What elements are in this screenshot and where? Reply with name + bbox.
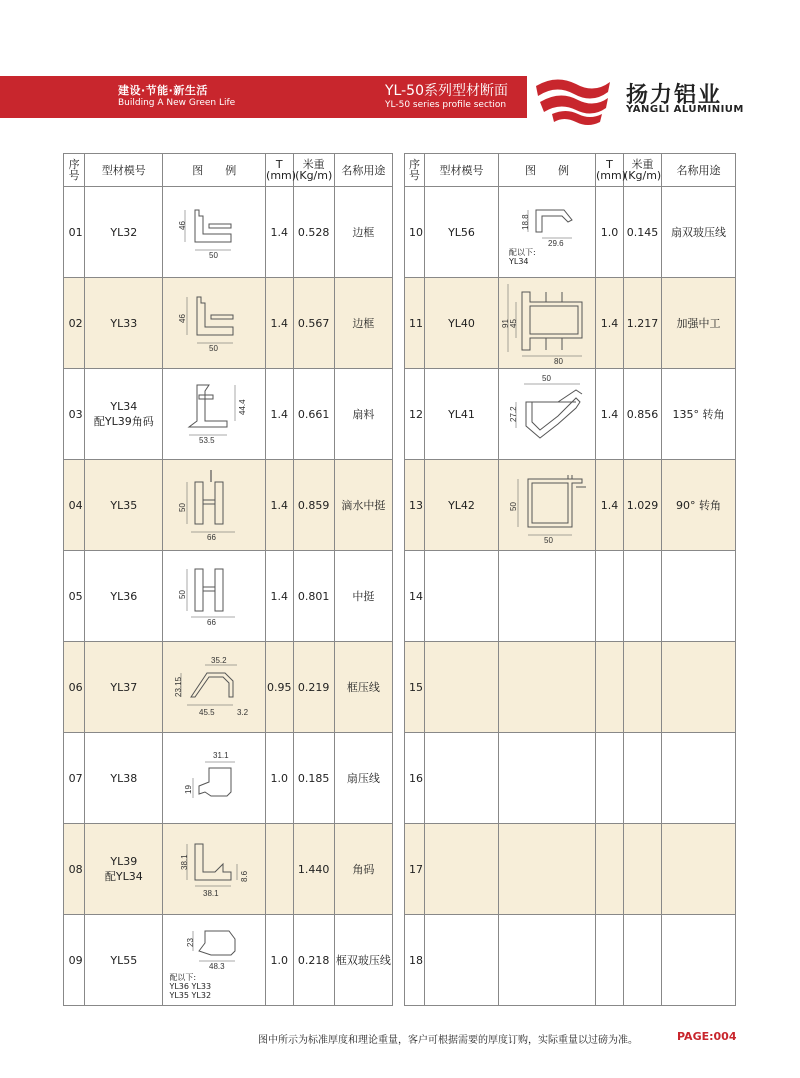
row-model: YL32 — [85, 187, 163, 278]
row-usage: 框压线 — [334, 642, 392, 733]
table-header-row — [405, 154, 736, 187]
row-model: YL36 — [85, 551, 163, 642]
table-row — [64, 824, 393, 915]
row-usage: 扇料 — [334, 369, 392, 460]
row-seq: 12 — [405, 369, 425, 460]
row-seq: 17 — [405, 824, 425, 915]
profile-drawing — [163, 824, 266, 915]
row-model — [425, 551, 499, 642]
table-row — [405, 824, 736, 915]
profile-drawing — [163, 187, 266, 278]
row-usage: 加强中工 — [662, 278, 736, 369]
row-weight: 0.218 — [293, 915, 334, 1006]
row-seq: 09 — [64, 915, 85, 1006]
row-thickness: 1.4 — [266, 551, 294, 642]
row-weight: 1.029 — [624, 460, 662, 551]
svg-text:23.15: 23.15 — [174, 676, 184, 697]
footer-note: 图中所示为标准厚度和理论重量，客户可根据需要的厚度订购，实际重量以过磅为准。 — [258, 1035, 638, 1046]
row-model: YL42 — [425, 460, 499, 551]
row-seq: 05 — [64, 551, 85, 642]
svg-text:18.8: 18.8 — [521, 214, 530, 230]
profile-drawing — [499, 551, 596, 642]
svg-text:19: 19 — [184, 785, 194, 794]
row-model: YL55 — [85, 915, 163, 1006]
row-thickness: 1.4 — [266, 278, 294, 369]
profile-drawing — [163, 733, 266, 824]
svg-text:50: 50 — [209, 344, 219, 353]
profile-drawing — [499, 187, 596, 278]
table-row — [405, 551, 736, 642]
row-weight — [624, 915, 662, 1006]
table-row — [405, 915, 736, 1006]
col-figure: 图 例 — [499, 154, 596, 187]
row-thickness: 0.95 — [266, 642, 294, 733]
svg-text:23: 23 — [186, 937, 196, 947]
profile-drawing — [499, 278, 596, 369]
row-weight: 0.859 — [293, 460, 334, 551]
profile-drawing — [499, 733, 596, 824]
row-seq: 07 — [64, 733, 85, 824]
svg-text:46: 46 — [178, 221, 188, 230]
row-thickness: 1.0 — [266, 733, 294, 824]
row-usage: 框双玻压线 — [334, 915, 392, 1006]
row-thickness — [596, 642, 624, 733]
svg-text:50: 50 — [209, 251, 219, 260]
page-subtitle: YL-50 series profile section — [385, 100, 507, 110]
row-thickness: 1.4 — [266, 187, 294, 278]
page-number: PAGE:004 — [677, 1030, 737, 1043]
svg-text:80: 80 — [554, 357, 563, 366]
table-row — [64, 369, 393, 460]
profile-drawing — [163, 278, 266, 369]
svg-text:50: 50 — [509, 502, 518, 511]
profile-drawing — [163, 642, 266, 733]
profile-drawing — [499, 460, 596, 551]
brand-name-en: YANGLI ALUMINIUM — [626, 104, 744, 115]
col-usage: 名称用途 — [662, 154, 736, 187]
row-model — [425, 915, 499, 1006]
brand-logo-icon — [532, 72, 612, 128]
col-t: T (mm) — [596, 154, 624, 187]
row-thickness: 1.4 — [596, 460, 624, 551]
row-seq: 04 — [64, 460, 85, 551]
profile-table-left — [63, 153, 393, 1006]
row-usage — [662, 642, 736, 733]
table-row — [405, 369, 736, 460]
row-usage — [662, 824, 736, 915]
row-thickness: 1.4 — [596, 278, 624, 369]
row-weight: 0.661 — [293, 369, 334, 460]
brand-name-zh: 扬力铝业 — [626, 83, 723, 108]
svg-text:45: 45 — [509, 319, 518, 328]
row-weight: 0.185 — [293, 733, 334, 824]
row-seq: 08 — [64, 824, 85, 915]
col-t: T (mm) — [266, 154, 294, 187]
profile-drawing — [163, 369, 266, 460]
svg-text:3.2: 3.2 — [237, 708, 249, 717]
svg-text:45.5: 45.5 — [199, 708, 215, 717]
svg-text:44.4: 44.4 — [238, 399, 248, 415]
compat-note: 配以下: YL36 YL33 YL35 YL32 — [169, 972, 212, 1000]
row-seq: 03 — [64, 369, 85, 460]
compat-note: 配以下: YL34 — [509, 248, 536, 266]
row-seq: 02 — [64, 278, 85, 369]
row-weight — [624, 824, 662, 915]
col-model: 型材模号 — [425, 154, 499, 187]
row-thickness: 1.4 — [266, 460, 294, 551]
row-model: YL40 — [425, 278, 499, 369]
table-row — [405, 733, 736, 824]
table-row — [405, 460, 736, 551]
profile-drawing — [499, 824, 596, 915]
row-thickness — [596, 733, 624, 824]
table-header-row — [64, 154, 393, 187]
profile-drawing — [163, 551, 266, 642]
row-usage: 角码 — [334, 824, 392, 915]
svg-text:66: 66 — [207, 533, 217, 542]
row-weight: 0.145 — [624, 187, 662, 278]
profile-drawing — [499, 369, 596, 460]
row-thickness: 1.4 — [266, 369, 294, 460]
row-thickness — [596, 824, 624, 915]
page-title: YL-50系列型材断面 — [385, 83, 508, 99]
row-seq: 06 — [64, 642, 85, 733]
row-seq: 11 — [405, 278, 425, 369]
row-usage — [662, 915, 736, 1006]
row-model: YL34 配YL39角码 — [85, 369, 163, 460]
table-row — [64, 551, 393, 642]
row-seq: 01 — [64, 187, 85, 278]
row-thickness: 1.0 — [266, 915, 294, 1006]
row-model: YL41 — [425, 369, 499, 460]
header-banner — [0, 76, 527, 118]
row-weight: 0.801 — [293, 551, 334, 642]
row-weight — [624, 642, 662, 733]
svg-text:50: 50 — [544, 536, 553, 545]
row-usage — [662, 733, 736, 824]
row-seq: 13 — [405, 460, 425, 551]
svg-text:66: 66 — [207, 618, 217, 627]
table-row — [64, 915, 393, 1006]
svg-text:46: 46 — [178, 314, 188, 323]
row-weight — [624, 733, 662, 824]
row-model — [425, 824, 499, 915]
row-seq: 15 — [405, 642, 425, 733]
row-usage: 90° 转角 — [662, 460, 736, 551]
svg-text:35.2: 35.2 — [211, 656, 227, 665]
table-row — [64, 187, 393, 278]
row-model — [425, 733, 499, 824]
table-row — [64, 278, 393, 369]
table-row — [405, 278, 736, 369]
profile-drawing — [163, 460, 266, 551]
svg-text:38.1: 38.1 — [180, 854, 190, 870]
row-usage: 滴水中挺 — [334, 460, 392, 551]
svg-text:27.2: 27.2 — [509, 406, 518, 422]
col-weight: 米重 (Kg/m) — [293, 154, 334, 187]
row-weight: 0.856 — [624, 369, 662, 460]
col-seq: 序号 — [405, 154, 425, 187]
table-row — [405, 187, 736, 278]
profile-drawing — [163, 915, 266, 1006]
row-weight: 1.217 — [624, 278, 662, 369]
slogan-en: Building A New Green Life — [118, 98, 236, 108]
table-row — [64, 460, 393, 551]
row-model: YL35 — [85, 460, 163, 551]
row-seq: 16 — [405, 733, 425, 824]
row-weight — [624, 551, 662, 642]
row-model: YL38 — [85, 733, 163, 824]
svg-text:50: 50 — [178, 503, 188, 512]
row-usage: 中挺 — [334, 551, 392, 642]
row-usage: 边框 — [334, 187, 392, 278]
col-figure: 图 例 — [163, 154, 266, 187]
svg-text:53.5: 53.5 — [199, 436, 215, 445]
row-thickness — [596, 915, 624, 1006]
col-seq: 序号 — [64, 154, 85, 187]
svg-text:50: 50 — [178, 590, 188, 599]
table-row — [405, 642, 736, 733]
svg-text:38.1: 38.1 — [203, 889, 219, 898]
row-model: YL39 配YL34 — [85, 824, 163, 915]
profile-drawing — [499, 915, 596, 1006]
profile-table-right — [404, 153, 736, 1006]
row-thickness: 1.4 — [596, 369, 624, 460]
row-usage: 135° 转角 — [662, 369, 736, 460]
col-model: 型材模号 — [85, 154, 163, 187]
row-weight: 1.440 — [293, 824, 334, 915]
col-weight: 米重 (Kg/m) — [624, 154, 662, 187]
row-usage — [662, 551, 736, 642]
row-seq: 18 — [405, 915, 425, 1006]
row-seq: 10 — [405, 187, 425, 278]
row-model: YL33 — [85, 278, 163, 369]
svg-text:8.6: 8.6 — [240, 870, 250, 882]
slogan-zh: 建设·节能·新生活 — [118, 84, 208, 97]
row-thickness: 1.0 — [596, 187, 624, 278]
row-usage: 扇双玻压线 — [662, 187, 736, 278]
svg-text:31.1: 31.1 — [213, 751, 229, 760]
profile-drawing — [499, 642, 596, 733]
row-weight: 0.219 — [293, 642, 334, 733]
row-seq: 14 — [405, 551, 425, 642]
row-weight: 0.528 — [293, 187, 334, 278]
svg-text:48.3: 48.3 — [209, 961, 225, 971]
svg-text:91: 91 — [501, 319, 510, 328]
row-model — [425, 642, 499, 733]
svg-text:29.6: 29.6 — [548, 239, 564, 248]
col-usage: 名称用途 — [334, 154, 392, 187]
row-usage: 扇压线 — [334, 733, 392, 824]
row-weight: 0.567 — [293, 278, 334, 369]
row-model: YL56 — [425, 187, 499, 278]
table-row — [64, 642, 393, 733]
row-thickness — [266, 824, 294, 915]
row-usage: 边框 — [334, 278, 392, 369]
table-row — [64, 733, 393, 824]
svg-text:50: 50 — [542, 374, 551, 383]
row-thickness — [596, 551, 624, 642]
row-model: YL37 — [85, 642, 163, 733]
